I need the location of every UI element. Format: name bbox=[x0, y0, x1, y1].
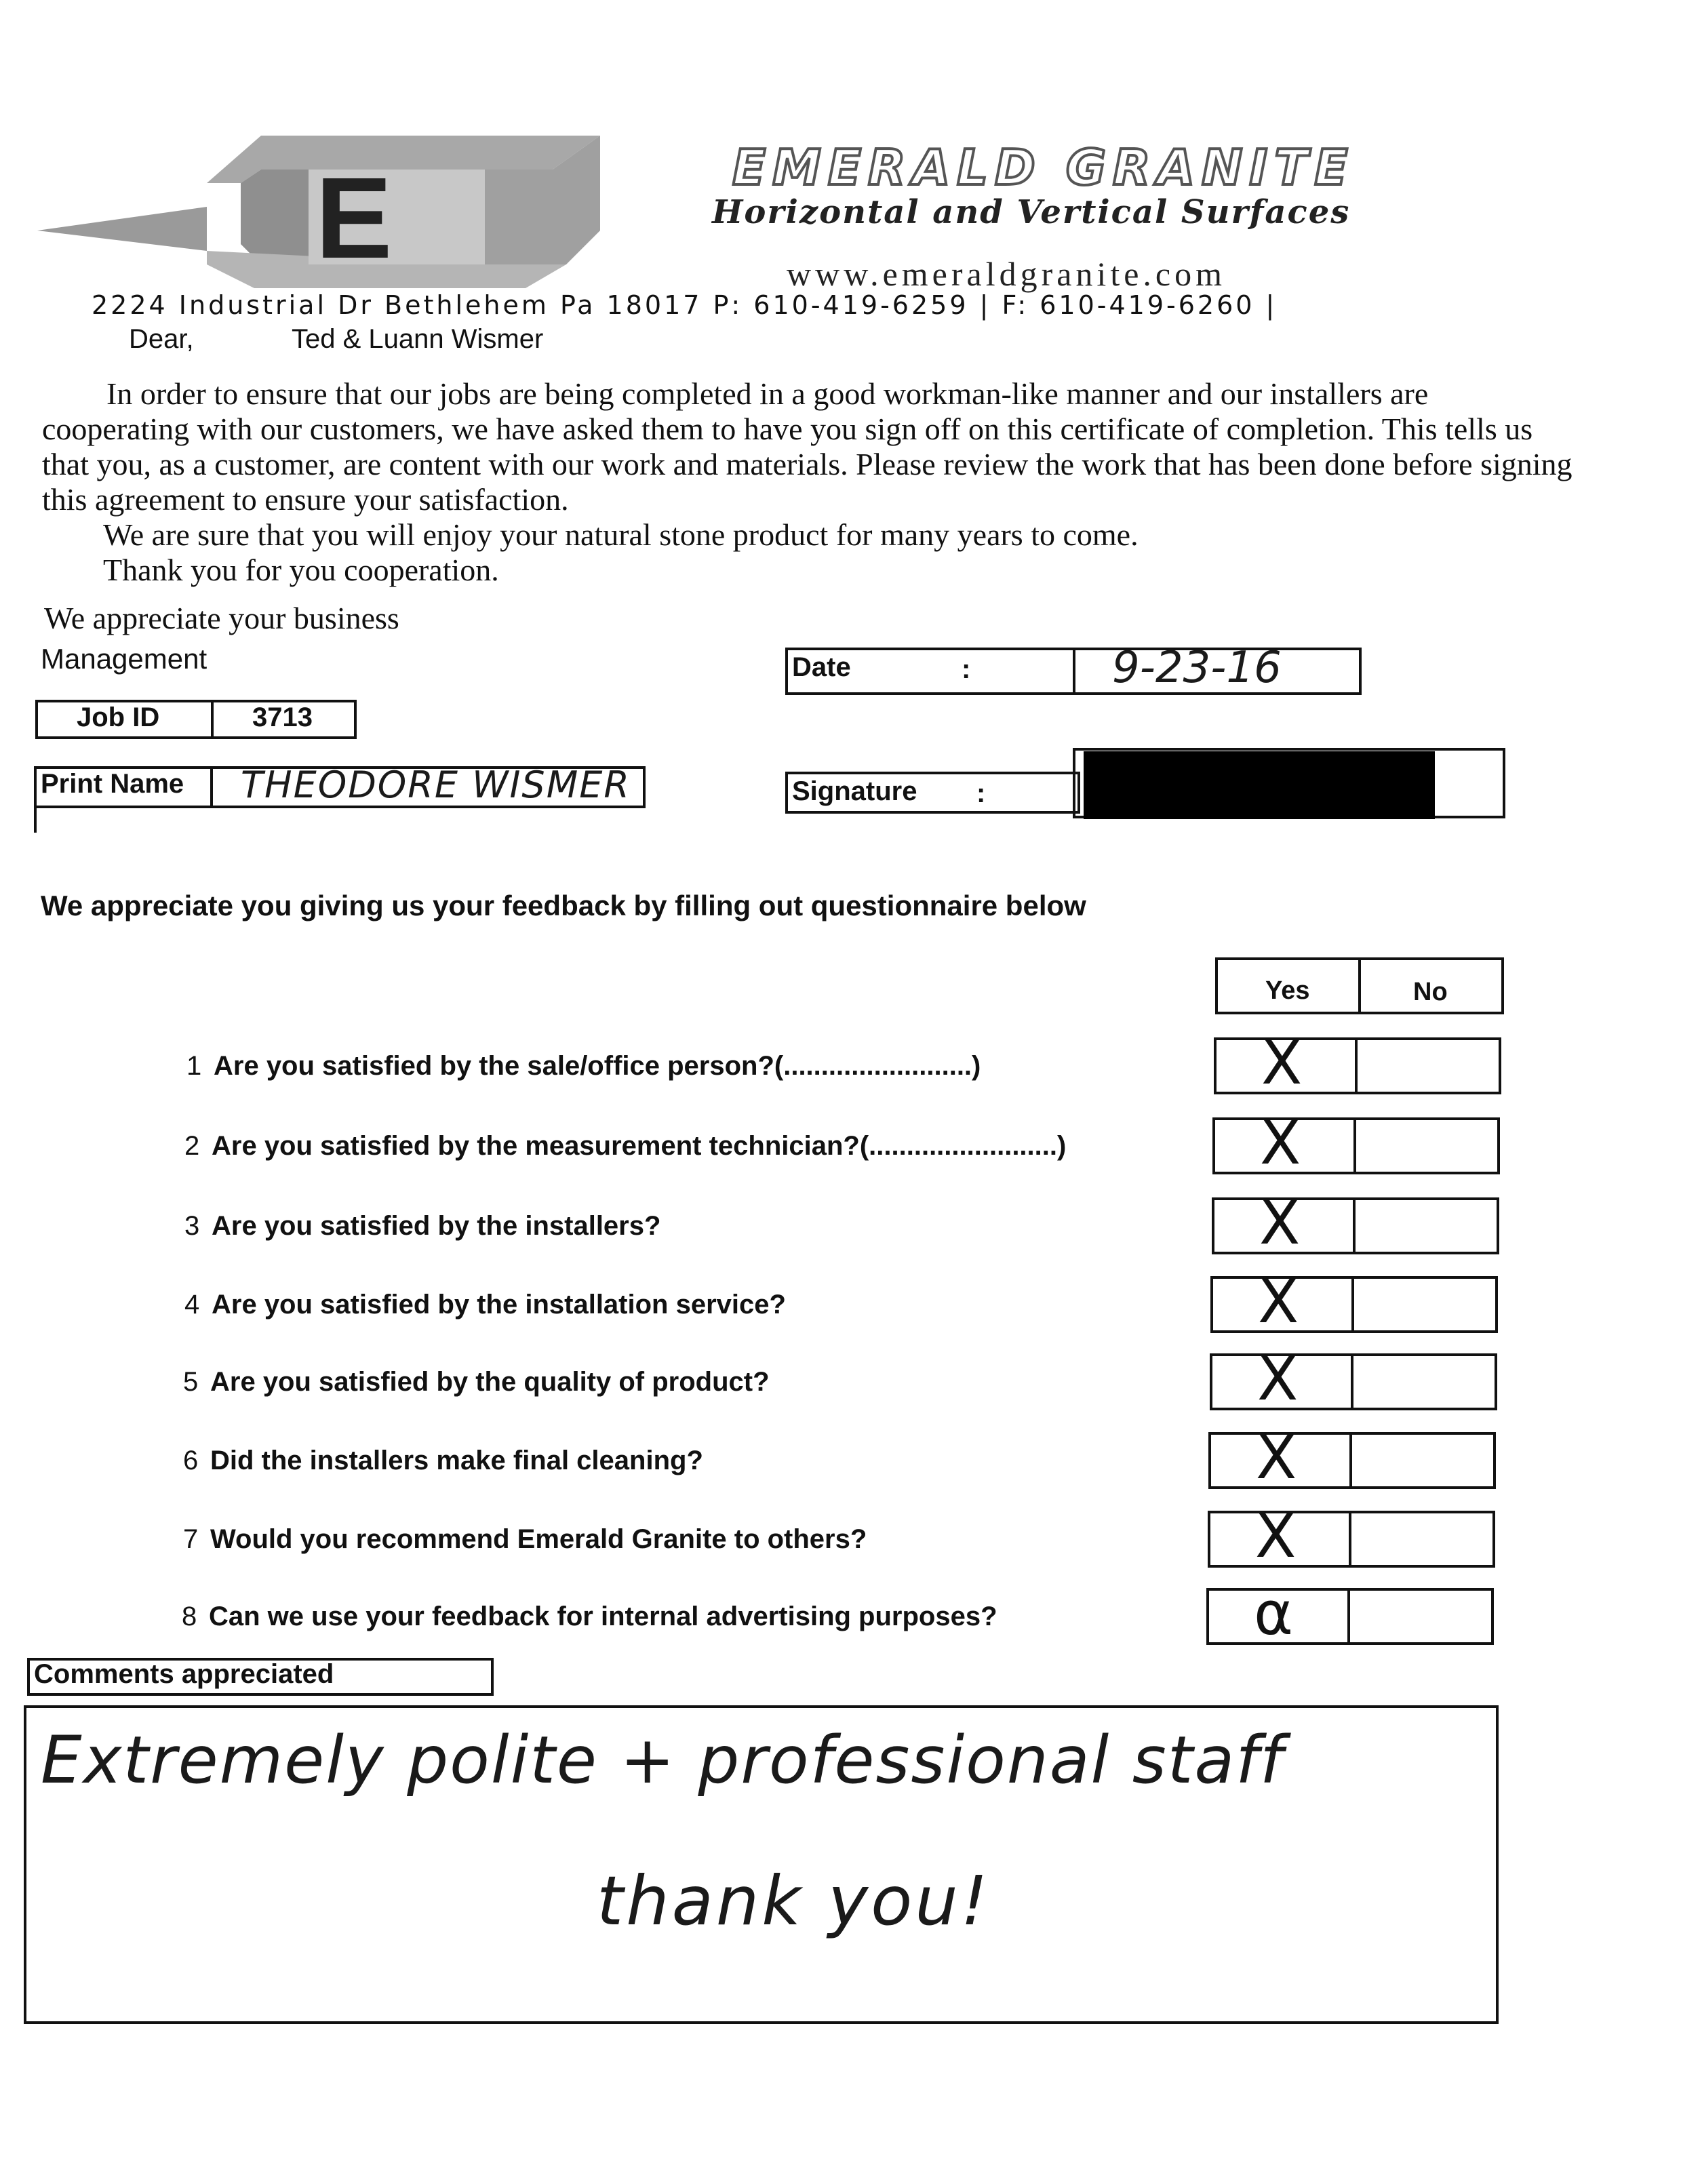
company-name: EMERALD GRANITE bbox=[732, 139, 1355, 196]
question-6 bbox=[183, 1446, 703, 1476]
print-name-label: Print Name bbox=[41, 769, 184, 799]
answer-mark-3: X bbox=[1259, 1188, 1301, 1258]
question-text: Are you satisfied by the quality of product? bbox=[210, 1367, 770, 1397]
answer-mark-6: X bbox=[1256, 1423, 1297, 1492]
print-name-value: THEODORE WISMER bbox=[241, 763, 631, 806]
question-4 bbox=[184, 1290, 786, 1320]
question-8 bbox=[182, 1602, 997, 1632]
answer-header bbox=[1215, 957, 1504, 1014]
question-text: Would you recommend Emerald Granite to others? bbox=[210, 1524, 867, 1554]
question-number: 8 bbox=[182, 1602, 197, 1631]
question-2 bbox=[184, 1131, 1066, 1162]
letter-paragraph-2: We are sure that you will enjoy your natural stone product for many years to come. bbox=[103, 517, 1139, 552]
answer-mark-1: X bbox=[1261, 1028, 1303, 1098]
question-7 bbox=[183, 1524, 867, 1555]
question-number: 7 bbox=[183, 1524, 199, 1554]
question-number: 2 bbox=[184, 1131, 200, 1161]
answer-mark-7: X bbox=[1255, 1501, 1297, 1571]
question-text: Did the installers make final cleaning? bbox=[210, 1446, 703, 1475]
signature-label: Signature bbox=[792, 776, 917, 806]
answer-no-checkbox-5[interactable] bbox=[1351, 1353, 1497, 1410]
answer-no-checkbox-3[interactable] bbox=[1353, 1197, 1499, 1254]
date-value: 9-23-16 bbox=[1112, 643, 1282, 693]
question-number: 1 bbox=[186, 1051, 202, 1081]
salutation: Dear, bbox=[129, 324, 194, 354]
company-logo bbox=[37, 129, 600, 292]
closing-line: We appreciate your business bbox=[44, 601, 399, 635]
yes-column-header: Yes bbox=[1265, 976, 1310, 1005]
signature-redaction bbox=[1084, 751, 1435, 819]
answer-no-checkbox-8[interactable] bbox=[1347, 1588, 1494, 1645]
customer-name: Ted & Luann Wismer bbox=[292, 324, 544, 354]
answer-mark-4: X bbox=[1258, 1267, 1299, 1336]
question-text: Are you satisfied by the installers? bbox=[212, 1211, 661, 1241]
answer-no-checkbox-6[interactable] bbox=[1349, 1432, 1496, 1489]
company-tagline: Horizontal and Vertical Surfaces bbox=[712, 193, 1351, 231]
question-text: Are you satisfied by the sale/office person?(.........................) bbox=[214, 1051, 981, 1081]
question-3 bbox=[184, 1211, 660, 1242]
company-website: www.emeraldgranite.com bbox=[787, 255, 1226, 293]
question-text: Can we use your feedback for internal advertising purposes? bbox=[209, 1602, 997, 1631]
letter-paragraph-1: In order to ensure that our jobs are being completed in a good workman-like manner and our installers are cooperating with our customers, we have asked them to have you sign off on this certificate of completion. This tells us that you, as a customer, are content with our work and materials. Please review the work that has been done before signing this agreement to ensure your satisfaction. bbox=[42, 376, 1573, 517]
question-1 bbox=[186, 1051, 981, 1081]
answer-mark-2: X bbox=[1260, 1108, 1301, 1178]
job-id-label: Job ID bbox=[77, 702, 160, 732]
logo-letter: E bbox=[315, 154, 393, 283]
question-text: Are you satisfied by the installation service? bbox=[212, 1290, 786, 1319]
questionnaire-heading: We appreciate you giving us your feedback by filling out questionnaire below bbox=[41, 890, 1086, 921]
letter-paragraph-3: Thank you for you cooperation. bbox=[103, 553, 499, 587]
question-number: 3 bbox=[184, 1211, 200, 1241]
comments-label: Comments appreciated bbox=[34, 1659, 334, 1689]
question-text: Are you satisfied by the measurement technician?(.........................) bbox=[212, 1131, 1067, 1161]
answer-no-checkbox-1[interactable] bbox=[1355, 1037, 1501, 1094]
answer-no-checkbox-4[interactable] bbox=[1351, 1276, 1498, 1333]
date-label: Date bbox=[792, 652, 851, 682]
question-number: 6 bbox=[183, 1446, 199, 1475]
date-colon: : bbox=[962, 654, 971, 684]
question-number: 4 bbox=[184, 1290, 200, 1319]
question-number: 5 bbox=[183, 1367, 199, 1397]
comments-line-1: Extremely polite + professional staff bbox=[41, 1722, 1284, 1798]
answer-mark-5: X bbox=[1257, 1344, 1299, 1414]
question-5 bbox=[183, 1367, 770, 1397]
comments-line-2: thank you! bbox=[597, 1861, 991, 1941]
answer-no-checkbox-7[interactable] bbox=[1349, 1511, 1495, 1568]
job-id-value: 3713 bbox=[252, 702, 313, 732]
answer-mark-8: α bbox=[1254, 1579, 1294, 1648]
answer-no-checkbox-2[interactable] bbox=[1353, 1117, 1500, 1174]
letter-body bbox=[42, 376, 1575, 588]
signoff: Management bbox=[41, 643, 207, 675]
no-column-header: No bbox=[1413, 978, 1448, 1006]
company-address: 2224 Industrial Dr Bethlehem Pa 18017 P: 610-419-6259 | F: 610-419-6260 | bbox=[92, 290, 1278, 320]
signature-colon: : bbox=[976, 778, 986, 808]
